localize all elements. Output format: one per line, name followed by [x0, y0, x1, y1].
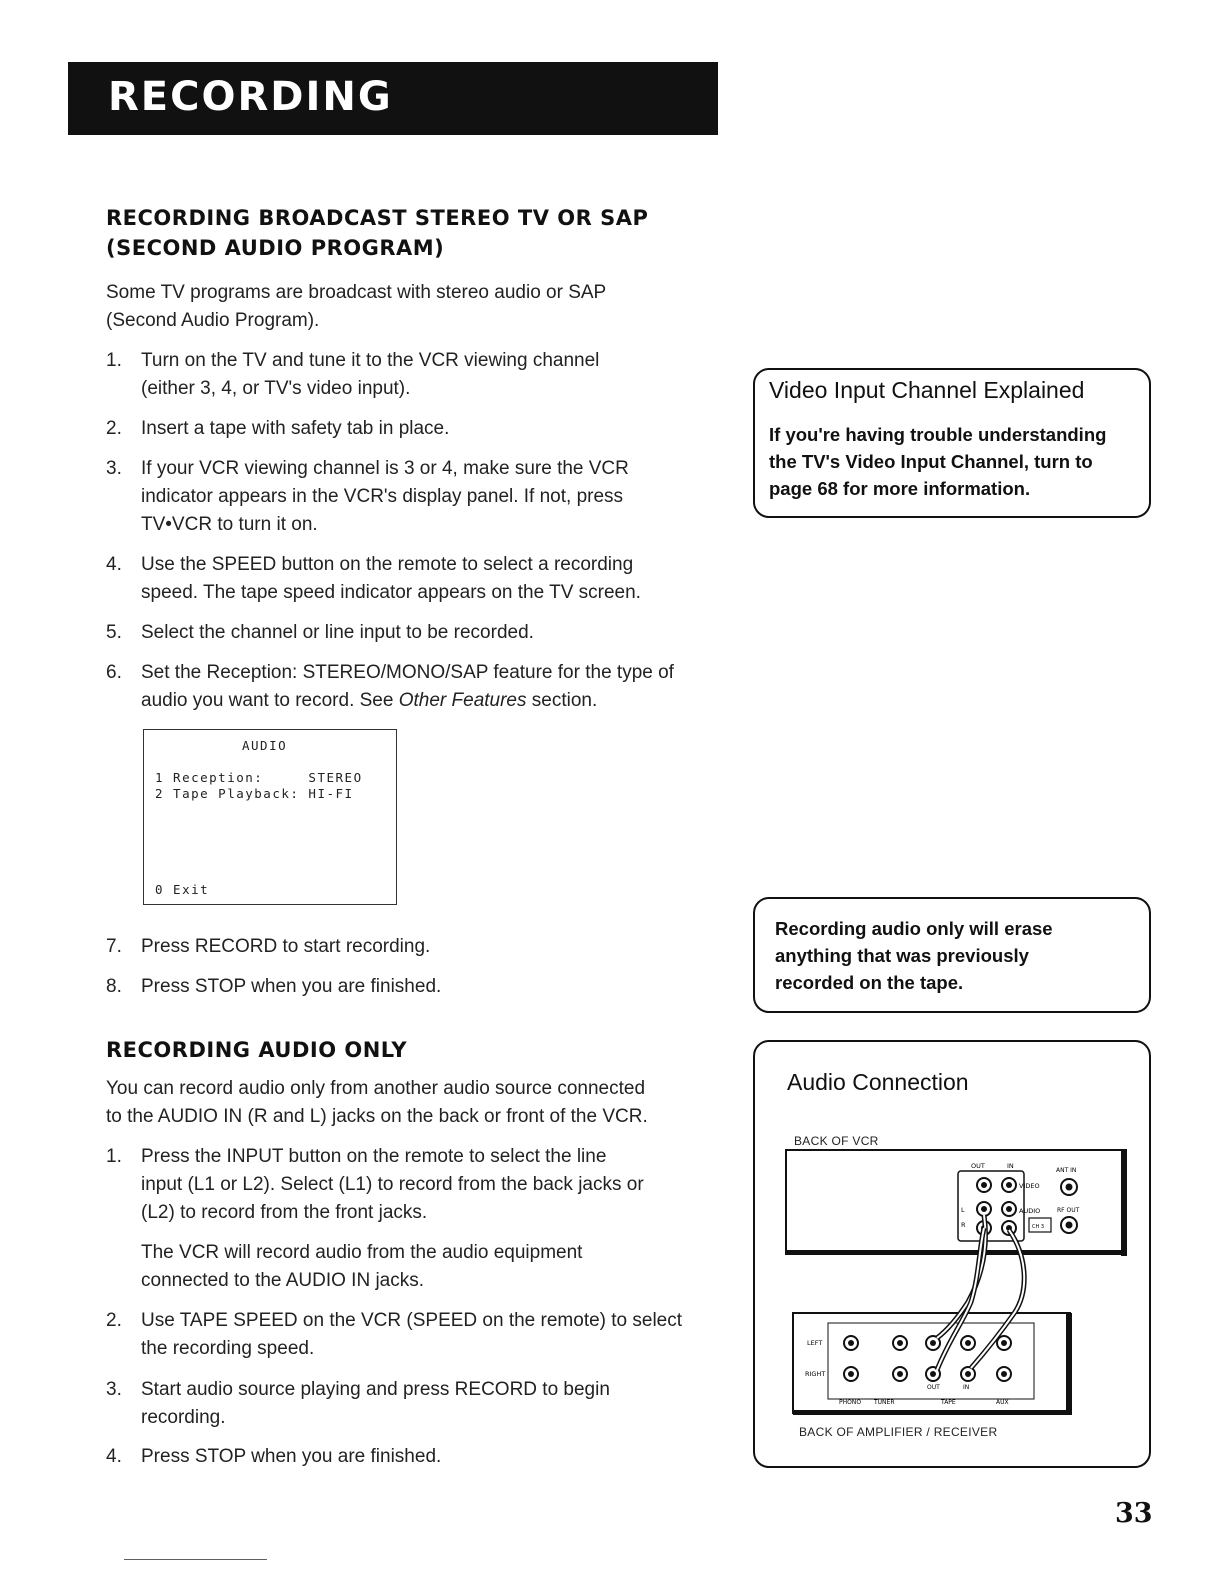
channel-switch-label: CH 3 [1031, 1223, 1044, 1230]
step-text-line: Use TAPE SPEED on the VCR (SPEED on the remote) to select [141, 1310, 683, 1331]
warning-text-line: recorded on the tape. [775, 972, 964, 993]
vcr-right-label: R [960, 1220, 966, 1229]
step-text-line: Press STOP when you are finished. [141, 1446, 442, 1467]
step-number: 3. [106, 1379, 122, 1400]
warning-text-line: anything that was previously [775, 945, 1029, 966]
amp-tape-label: TAPE [940, 1398, 956, 1406]
amp-tape-out-label: OUT [926, 1383, 940, 1391]
step-text-line: recording. [141, 1407, 226, 1428]
step-text-line: Press the INPUT button on the remote to select the line [141, 1146, 607, 1167]
amplifier-back-panel [793, 1313, 1072, 1415]
step-text-line: speed. The tape speed indicator appears on the TV screen. [141, 582, 641, 603]
section2-intro-line1: You can record audio only from another audio source connected [106, 1078, 646, 1099]
step-text-fragment: audio you want to record. See [141, 690, 399, 711]
amp-tuner-label: TUNER [873, 1398, 895, 1406]
banner-title: RECORDING [108, 74, 393, 120]
step-number: 8. [106, 976, 122, 997]
audio-menu-screen [143, 729, 397, 905]
step-text-line: (L2) to record from the front jacks. [141, 1202, 428, 1223]
step-number: 1. [106, 350, 122, 371]
section1-step-8 [106, 973, 721, 1001]
step-number: 2. [106, 418, 122, 439]
step-text-line [141, 687, 721, 715]
step-text-line: Press STOP when you are finished. [141, 976, 442, 997]
step-text-line: Insert a tape with safety tab in place. [141, 418, 450, 439]
section1-step-2 [106, 415, 721, 443]
step-number: 2. [106, 1310, 122, 1331]
section1-heading [106, 203, 648, 263]
amp-aux-label: AUX [995, 1398, 1009, 1406]
audio-connection-title: Audio Connection [787, 1069, 969, 1095]
audio-menu-exit: 0 Exit [155, 882, 210, 897]
section2-heading: RECORDING AUDIO ONLY [106, 1038, 408, 1062]
amp-left-label: LEFT [806, 1338, 822, 1347]
step-number: 4. [106, 1446, 122, 1467]
step-number: 3. [106, 458, 122, 479]
section1-step-3 [106, 455, 721, 539]
audio-connection-panel [753, 1040, 1151, 1468]
section1-intro-line1: Some TV programs are broadcast with stereo audio or SAP [106, 282, 607, 303]
vcr-rf-out-label: RF OUT [1056, 1206, 1079, 1214]
vcr-left-label: L [960, 1205, 965, 1214]
vcr-ant-in-label: ANT IN [1055, 1166, 1076, 1174]
cross-reference: Other Features [398, 690, 527, 711]
step-text-line: TV•VCR to turn it on. [141, 514, 318, 535]
section1-step-5 [106, 619, 721, 647]
warning-text-line: Recording audio only will erase [775, 918, 1053, 939]
step-number: 6. [106, 662, 122, 683]
section1-step-1 [106, 347, 721, 403]
section2-intro-line2: to the AUDIO IN (R and L) jacks on the back or front of the VCR. [106, 1106, 648, 1127]
footer-rule [124, 1559, 267, 1560]
vcr-back-label: BACK OF VCR [794, 1134, 879, 1148]
step-number: 4. [106, 554, 122, 575]
vcr-back-panel [786, 1150, 1127, 1256]
step-text-line: Press RECORD to start recording. [141, 936, 431, 957]
section1-step-4 [106, 551, 721, 607]
step-text-line: the recording speed. [141, 1338, 315, 1359]
video-input-sidebar [753, 368, 1151, 518]
page-number: 33 [1115, 1498, 1153, 1529]
audio-menu-reception: 1 Reception: STEREO [155, 770, 363, 785]
step-text-fragment: section. [526, 690, 598, 711]
section2-step-2 [106, 1307, 721, 1363]
step-text-line: (either 3, 4, or TV's video input). [141, 378, 411, 399]
sidebar-text-line: the TV's Video Input Channel, turn to [769, 451, 1093, 472]
audio-menu-tape-playback: 2 Tape Playback: HI-FI [155, 786, 354, 801]
audio-erase-warning-text [775, 915, 1053, 996]
step-text-line: Turn on the TV and tune it to the VCR viewing channel [141, 350, 600, 371]
video-input-sidebar-text [769, 421, 1106, 502]
sidebar-text-line: page 68 for more information. [769, 478, 1031, 499]
vcr-video-label: VIDEO [1018, 1181, 1040, 1190]
note-line: connected to the AUDIO IN jacks. [141, 1270, 425, 1291]
section1-heading-line1: RECORDING BROADCAST STEREO TV OR SAP [106, 206, 649, 230]
video-input-sidebar-title: Video Input Channel Explained [769, 377, 1085, 403]
step-text-line: Start audio source playing and press RECORD to begin [141, 1379, 610, 1400]
vcr-audio-label: AUDIO [1018, 1206, 1040, 1215]
section1-step-7 [106, 933, 721, 961]
vcr-in-label: IN [1006, 1161, 1014, 1170]
step-text-line: If your VCR viewing channel is 3 or 4, make sure the VCR [141, 458, 629, 479]
step-text-line: Use the SPEED button on the remote to select a recording [141, 554, 634, 575]
section1-step-6 [106, 659, 721, 715]
section2-step-1-note [141, 1239, 701, 1295]
section1-heading-line2: (SECOND AUDIO PROGRAM) [106, 236, 445, 260]
section2-step-1 [106, 1143, 721, 1227]
note-line: The VCR will record audio from the audio equipment [141, 1242, 583, 1263]
step-text-line: indicator appears in the VCR's display panel. If not, press [141, 486, 624, 507]
step-number: 1. [106, 1146, 122, 1167]
step-text-line: Set the Reception: STEREO/MONO/SAP feature for the type of [141, 662, 674, 683]
step-text-line: input (L1 or L2). Select (L1) to record from the back jacks or [141, 1174, 644, 1195]
amp-right-label: RIGHT [804, 1369, 825, 1378]
section2-intro [106, 1075, 721, 1131]
step-number: 5. [106, 622, 122, 643]
section-banner [68, 62, 718, 135]
section2-step-4 [106, 1443, 721, 1471]
step-text-line: Select the channel or line input to be recorded. [141, 622, 534, 643]
step-number: 7. [106, 936, 122, 957]
vcr-out-label: OUT [970, 1161, 985, 1170]
audio-connection-diagram [753, 1040, 1151, 1468]
sidebar-text-line: If you're having trouble understanding [769, 424, 1107, 445]
section2-step-3 [106, 1376, 721, 1432]
section1-intro [106, 279, 721, 335]
section1-intro-line2: (Second Audio Program). [106, 310, 320, 331]
amp-phono-label: PHONO [838, 1398, 861, 1406]
audio-menu-title: AUDIO [242, 738, 288, 753]
amplifier-back-label: BACK OF AMPLIFIER / RECEIVER [799, 1425, 998, 1439]
audio-erase-warning [753, 897, 1151, 1013]
amp-tape-in-label: IN [962, 1383, 969, 1391]
